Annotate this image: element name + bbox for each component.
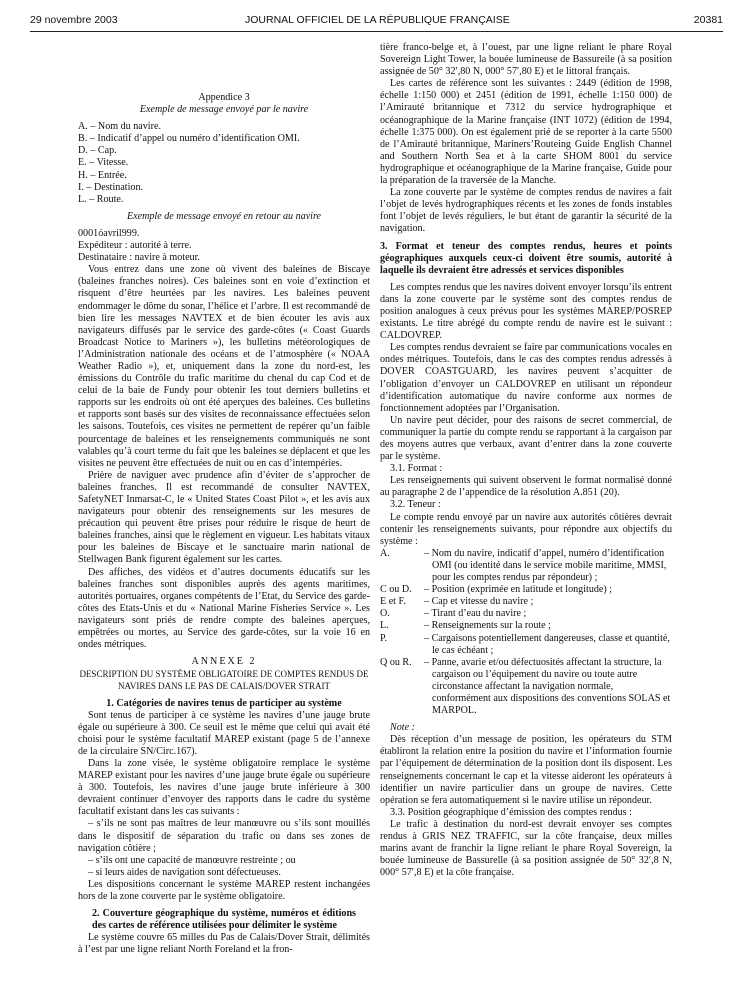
- definition-row: [380, 633, 672, 657]
- definition-value: – Position (exprimée en latitude et longitude) ;: [424, 584, 613, 596]
- bullet-item: – s’ils ne sont pas maîtres de leur manœuvre ou s’ils sont mouillés dans le dispositif de séparation du trafic ou dans ses zones de navigation côtière ;: [78, 818, 370, 854]
- bullet-item: – si leurs aides de navigation sont défectueuses.: [88, 866, 281, 878]
- right-column: [380, 42, 672, 879]
- paragraph: Les renseignements qui suivent observent le format normalisé donné au paragraphe 2 de l’appendice de la résolution A.851 (20).: [380, 475, 672, 499]
- header-journal-title: JOURNAL OFFICIEL DE LA RÉPUBLIQUE FRANÇAISE: [245, 14, 510, 26]
- definition-key: O.: [380, 608, 390, 620]
- header-page-number: 20381: [693, 14, 723, 26]
- definition-value: – Cargaisons potentiellement dangereuses, classe et quantité, le cas échéant ;: [424, 632, 670, 656]
- definition-value: – Panne, avarie et/ou défectuosités affectant la structure, la cargaison ou l’équipement du navire ou toute autre circonstance affectant la navigation normale, conformément aux dispositions des conventions SOLAS et MARPOL.: [424, 656, 671, 717]
- definition-value: – Tirant d’eau du navire ;: [424, 608, 527, 620]
- list-item: H. – Entrée.: [78, 169, 127, 181]
- paragraph: Sont tenus de participer à ce système les navires d’une jauge brute égale ou supérieure à 300. Ce seuil est le même que celui qui avait été choisi pour le système facultatif MAREP existant (page 5 de l’annexe de la circulaire SN/Circ.167).: [78, 709, 370, 757]
- list-item: L. – Route.: [78, 193, 124, 205]
- definition-row: [380, 584, 672, 596]
- paragraph: tière franco-belge et, à l’ouest, par une ligne reliant le phare Royal Sovereign Light Tower, la bouée lumineuse de Bassureile (à sa position assignée de 50° 32′,80 N, 000° 57′,80 E) et le littoral français.: [380, 42, 672, 78]
- paragraph: Des affiches, des vidéos et d’autres documents éducatifs sur les baleines franches sont disponibles auprès des agents maritimes, autorités portuaires, organes compétents de l’Etat, du Service des garde-côtes des Etats-Unis et du « National Marine Fisheries Service ». Les navigateurs sont priés de rendre compte des baleines aperçues, empêtrées ou mortes, au Service des garde-côtes, sur la voie 16 en ondes métriques.: [78, 566, 370, 651]
- list-item: B. – Indicatif d’appel ou numéro d’identification OMI.: [78, 133, 300, 145]
- annex-subtitle: DESCRIPTION DU SYSTÈME OBLIGATOIRE DE COMPTES RENDUS DE NAVIRES DANS LE PAS DE CALAIS/DOVER STRAIT: [79, 669, 369, 692]
- definition-key: P.: [380, 632, 388, 644]
- subsection-label: 3.2. Teneur :: [390, 499, 441, 511]
- left-column: [78, 92, 370, 956]
- paragraph: Le trafic à destination du nord-est devrait envoyer ses comptes rendus à GRIS NEZ TRAFFIC, sur la côte française, deux milles marins avant de franchir la ligne reliant le phare Royal Sovereign, la bouée lumineuse de Bassurelle (à sa position assignée de 50° 32′,8 N, 000° 57′,8 E) et la côte française.: [380, 818, 672, 879]
- definition-row: [380, 657, 672, 717]
- note-label: Note :: [390, 722, 415, 734]
- definition-value: – Renseignements sur la route ;: [424, 620, 551, 632]
- return-line: Expéditeur : autorité à terre.: [78, 240, 192, 252]
- paragraph: Un navire peut décider, pour des raisons de secret commercial, de communiquer la partie du compte rendu se rapportant à la cargaison par des moyens autres que verbaux, avant d’entrer dans la zone couverte par le système.: [380, 414, 672, 463]
- list-item: A. – Nom du navire.: [78, 121, 161, 133]
- paragraph: Les dispositions concernant le système MAREP restent inchangées hors de la zone couverte par le système obligatoire.: [78, 878, 370, 902]
- definition-row: [380, 548, 672, 584]
- annex-title: ANNEXE 2: [191, 656, 257, 668]
- header-rule: [30, 31, 723, 32]
- paragraph: Le système couvre 65 milles du Pas de Calais/Dover Strait, délimités à l’est par une ligne reliant North Foreland et la fron-: [78, 932, 370, 956]
- list-item: E. – Vitesse.: [78, 157, 129, 169]
- paragraph: La zone couverte par le système de comptes rendus de navires a fait l’objet de levés hydrographiques récents et les zones de fonds instables font l’objet de levés réguliers, le but étant de garantir la sécurité de la navigation.: [380, 187, 672, 235]
- section-heading: 2. Couverture géographique du système, numéros et éditions des cartes de référence utilisées pour délimiter le système: [92, 908, 356, 932]
- definition-key: Q ou R.: [380, 656, 412, 668]
- definition-key: C ou D.: [380, 584, 412, 596]
- content-definition-list: [380, 548, 672, 717]
- definition-key: L.: [380, 620, 389, 632]
- paragraph: Les comptes rendus que les navires doivent envoyer lorsqu’ils entrent dans la zone couverte par le système sont des comptes rendus de position analogues à ceux prévus pour les systèmes MAREP/POSREP existants. Le titre abrégé du compte rendu de navire est le suivant : CALDOVREP.: [380, 281, 672, 342]
- definition-key: E et F.: [380, 596, 406, 608]
- paragraph: Les cartes de référence sont les suivantes : 2449 (édition de 1998, échelle 1:150 000) et 2451 (édition de 1991, échelle 1:150 000) de l’Amirauté britannique et 7312 du service hydrographique et océanographique de la Marine française (INT 1072) (édition de 1994, échelle 1:375 000). On est également prié de se reporter à la carte 5500 de l’Amirauté britannique, Mariners’Routeing Guide English Channel and Southern North Sea et à la carte SHOM 8001 du service hydrographique et océanographique de la Marine française, Guide pour la préparation de la traversée de la Manche.: [380, 78, 672, 187]
- bullet-item: – s’ils ont une capacité de manœuvre restreinte ; ou: [88, 854, 296, 866]
- definition-value: – Nom du navire, indicatif d’appel, numéro d’identification OMI (ou identité dans le service mobile maritime, MMSI, pour les comptes rendus par répondeur) ;: [424, 547, 667, 584]
- return-line: Destinataire : navire à moteur.: [78, 252, 200, 264]
- return-line: 0001óavril999.: [78, 227, 140, 239]
- subsection-label: 3.1. Format :: [390, 463, 443, 475]
- subsection-label: 3.3. Position géographique d’émission des comptes rendus :: [390, 806, 632, 818]
- section-heading: 1. Catégories de navires tenus de participer au système: [106, 697, 342, 709]
- section-heading: 3. Format et teneur des comptes rendus, heures et points géographiques auxquels ceux-ci doivent être soumis, autorité à laquelle ils devraient être adressés et services disponibles: [380, 240, 672, 276]
- header-date: 29 novembre 2003: [30, 14, 118, 26]
- paragraph: Vous entrez dans une zone où vivent des baleines de Biscaye (baleines franches noires). Ces baleines sont en voie d’extinction et risquent d’être heurtées par les navires. Les baleines peuvent endommager le dôme du sonar, l’hélice et l’arbre. Il est recommandé de bien lire les messages NAVTEX et de bien écouter les avis aux navigateurs diffusés par le service des garde-côtes (« Coast Guards Broadcast Notice to Mariners »), les bulletins météorologiques de l’Administration nationale des océans et de l’atmosphère (« NOAA Weather Radio »), et, uniquement dans la zone du nord-est, les émissions du Contrôle du trafic maritime du chenal du cap Cod et de celui de la baie de Fundy pour obtenir les tout derniers bulletins et rapports sur les endroits où ont été aperçues des baleines. Ces bulletins et rapports sont basés sur des visites de reconnaissance effectuées selon les saisons. Toutefois, ces visites ne permettent de repérer qu’un faible pourcentage de baleines et les renseignements communiqués ne sont valables qu’à court terme du fait que les baleines se déplacent et que les visites ne peuvent être effectuées de nuit ou en cas d’intempéries.: [78, 264, 370, 469]
- paragraph: Dans la zone visée, le système obligatoire remplace le système MAREP existant pour les navires d’une jauge brute égale ou supérieure à 300. Toutefois, les navires d’une jauge brute inférieure à 300 devraient continuer d’envoyer des rapports dans le cadre du système facultatif existant dans les cas suivants :: [78, 757, 370, 818]
- example2-title: Exemple de message envoyé en retour au navire: [126, 210, 322, 222]
- example1-title: Exemple de message envoyé par le navire: [139, 104, 309, 116]
- paragraph: Prière de naviguer avec prudence afin d’éviter de s’approcher de baleines franches. Il est recommandé de consulter NAVTEX, SafetyNET Inmarsat-C, le « United States Coast Pilot », et les avis aux navigateurs pour obtenir des renseignements sur les mesures de précaution qui peuvent être prises pour réduire le risque de heurt de baleines franches, ainsi que le règlement en vigueur. Les habitats vitaux pour les baleines de Biscaye et le sanctuaire marin national de Stellwagen Bank figurent également sur les cartes.: [78, 469, 370, 566]
- definition-key: A.: [380, 547, 390, 559]
- paragraph: Les comptes rendus devraient se faire par communications vocales en ondes métriques. Toutefois, dans le cas des comptes rendus adressés à DOVER COASTGUARD, les navires peuvent s’acquitter de l’obligation d’envoyer un CALDOVREP en utilisant un répondeur d’identification automatique du navire conforme aux normes de fonctionnement adoptées par l’Organisation.: [380, 342, 672, 414]
- definition-value: – Cap et vitesse du navire ;: [424, 596, 534, 608]
- page-header: [30, 14, 723, 30]
- list-item: I. – Destination.: [78, 181, 144, 193]
- definition-row: [380, 608, 672, 620]
- paragraph: Dès réception d’un message de position, les opérateurs du STM établiront la relation entre la position du navire et l’information fournie par l’équipement de détermination de la position dont ils disposent. Les renseignements concernant le cap et la vitesse aideront les opérateurs à identifier un navire particulier dans un groupe de navires. Cette opération se fera automatiquement si le navire utilise un répondeur.: [380, 734, 672, 806]
- definition-row: [380, 620, 672, 632]
- list-item: D. – Cap.: [78, 145, 117, 157]
- paragraph: Le compte rendu envoyé par un navire aux autorités côtières devrait contenir les renseignements suivants, pour répondre aux objectifs du système :: [380, 511, 672, 547]
- message-list: [78, 121, 370, 206]
- appendix-title: Appendice 3: [198, 92, 250, 103]
- definition-row: [380, 596, 672, 608]
